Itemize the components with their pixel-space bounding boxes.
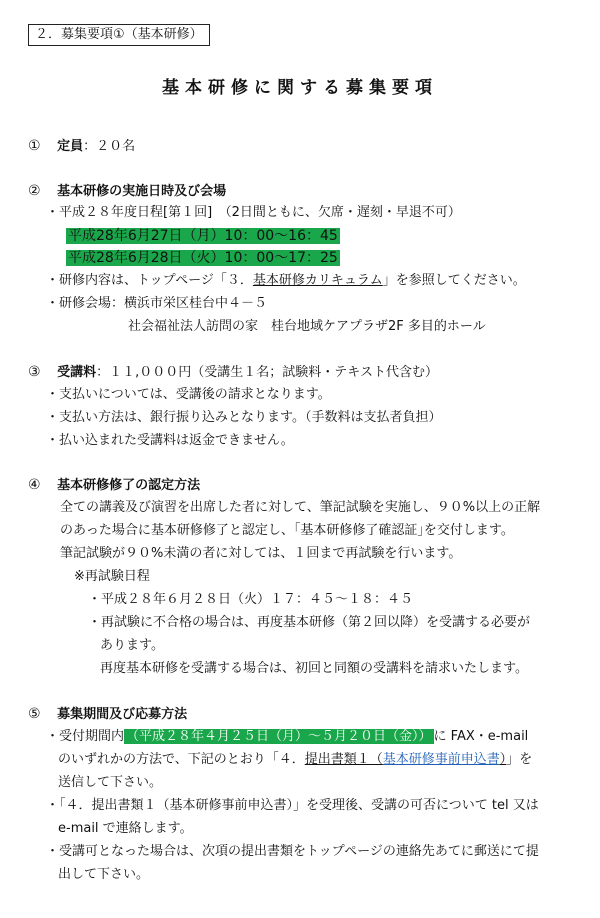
method-line bbox=[58, 750, 532, 770]
schedule-date-1 bbox=[66, 226, 340, 246]
section-3-text: ：１１,０００円（受講生１名；試験料・テキスト代含む） bbox=[96, 365, 438, 380]
content-post: 」を参照してください。 bbox=[382, 273, 526, 288]
section-1-number: ① bbox=[28, 138, 41, 154]
pre-application-link[interactable]: 基本研修事前申込書 bbox=[382, 752, 500, 767]
period-post: に FAX・e-mail bbox=[433, 729, 529, 744]
content-line bbox=[46, 271, 526, 291]
mail-line-2: 出して下さい。 bbox=[58, 867, 150, 882]
retest-date: ・平成２８年６月２８日（火）１７：４５～１８：４５ bbox=[88, 592, 414, 607]
section-5-label: 募集期間及び応募方法 bbox=[57, 707, 188, 722]
schedule-line: ・平成２８年度日程[第１回] （2日間ともに、欠席・遅刻・早退不可） bbox=[46, 205, 461, 220]
section-5-heading bbox=[28, 704, 187, 725]
period-highlight: （平成２８年４月２５日（月）～５月２０日（金）） bbox=[126, 729, 432, 744]
cert-para-2: のあった場合に基本研修修了と認定し、｢基本研修修了確認証｣を交付します。 bbox=[60, 523, 514, 538]
content-pre: ・研修内容は、トップページ「３． bbox=[46, 273, 253, 288]
section-2-label: 基本研修の実施日時及び会場 bbox=[57, 184, 227, 199]
curriculum-link[interactable]: 基本研修カリキュラム bbox=[252, 273, 383, 288]
send-line: 送信して下さい。 bbox=[58, 775, 163, 790]
date-1-highlight: 平成28年6月27日（月）10：00～16：45 bbox=[68, 228, 338, 244]
retest-fail-2: あります。 bbox=[100, 638, 164, 653]
cert-para-3: 筆記試験が９０%未満の者に対しては、１回まで再試験を行います。 bbox=[60, 546, 462, 561]
venue-line-2: 社会福祉法人訪問の家 桂台地域ケアプラザ2F 多目的ホール bbox=[128, 319, 486, 334]
section-4-heading bbox=[28, 475, 200, 496]
document-1-close: ） bbox=[499, 752, 507, 767]
cert-para-1: 全ての講義及び演習を出席した者に対して、筆記試験を実施し、９０%以上の正解 bbox=[60, 500, 541, 515]
section-tag: ２．募集要項①（基本研修） bbox=[28, 24, 210, 46]
date-2-highlight: 平成28年6月28日（火）10：00～17：25 bbox=[68, 250, 338, 266]
section-1-text: ：２０名 bbox=[83, 139, 136, 154]
section-4-number: ④ bbox=[28, 477, 41, 493]
retest-fail-3: 再度基本研修を受講する場合は、初回と同額の受講料を請求いたします。 bbox=[100, 661, 528, 676]
section-1-heading bbox=[28, 136, 135, 157]
fee-item-2: ・支払い方法は、銀行振り込みとなります。（手数料は支払者負担） bbox=[46, 410, 442, 425]
method-post: 」を bbox=[506, 752, 533, 767]
receipt-line-2: e-mail で連絡します。 bbox=[58, 821, 193, 836]
mail-line-1: ・受講可となった場合は、次項の提出書類をトップページの連絡先あてに郵送にて提 bbox=[46, 844, 539, 859]
section-3-heading bbox=[28, 362, 438, 383]
venue-line-1: ・研修会場：横浜市栄区桂台中４－５ bbox=[46, 296, 268, 311]
section-3-label: 受講料 bbox=[57, 365, 97, 380]
schedule-date-2 bbox=[66, 248, 340, 268]
page-title: 基本研修に関する募集要項 bbox=[162, 78, 438, 98]
receipt-line-1: ・「４．提出書類１（基本研修事前申込書）」を受理後、受講の可否について tel 又は bbox=[46, 798, 539, 813]
fee-item-1: ・支払いについては、受講後の請求となります。 bbox=[46, 387, 331, 402]
retest-fail-1: ・再試験に不合格の場合は、再度基本研修（第２回以降）を受講する必要が bbox=[88, 615, 531, 630]
section-2-number: ② bbox=[28, 183, 41, 199]
section-5-number: ⑤ bbox=[28, 706, 41, 722]
fee-item-3: ・払い込まれた受講料は返金できません。 bbox=[46, 433, 294, 448]
retest-title: ※再試験日程 bbox=[74, 569, 150, 584]
period-pre: ・受付期間内 bbox=[46, 729, 125, 744]
document-1-text: 提出書類１（ bbox=[304, 752, 383, 767]
period-line bbox=[46, 727, 528, 747]
method-pre: のいずれかの方法で、下記のとおり「４． bbox=[58, 752, 305, 767]
section-3-number: ③ bbox=[28, 364, 41, 380]
section-1-label: 定員 bbox=[57, 139, 84, 154]
section-2-heading bbox=[28, 181, 226, 202]
section-4-label: 基本研修修了の認定方法 bbox=[57, 478, 201, 493]
